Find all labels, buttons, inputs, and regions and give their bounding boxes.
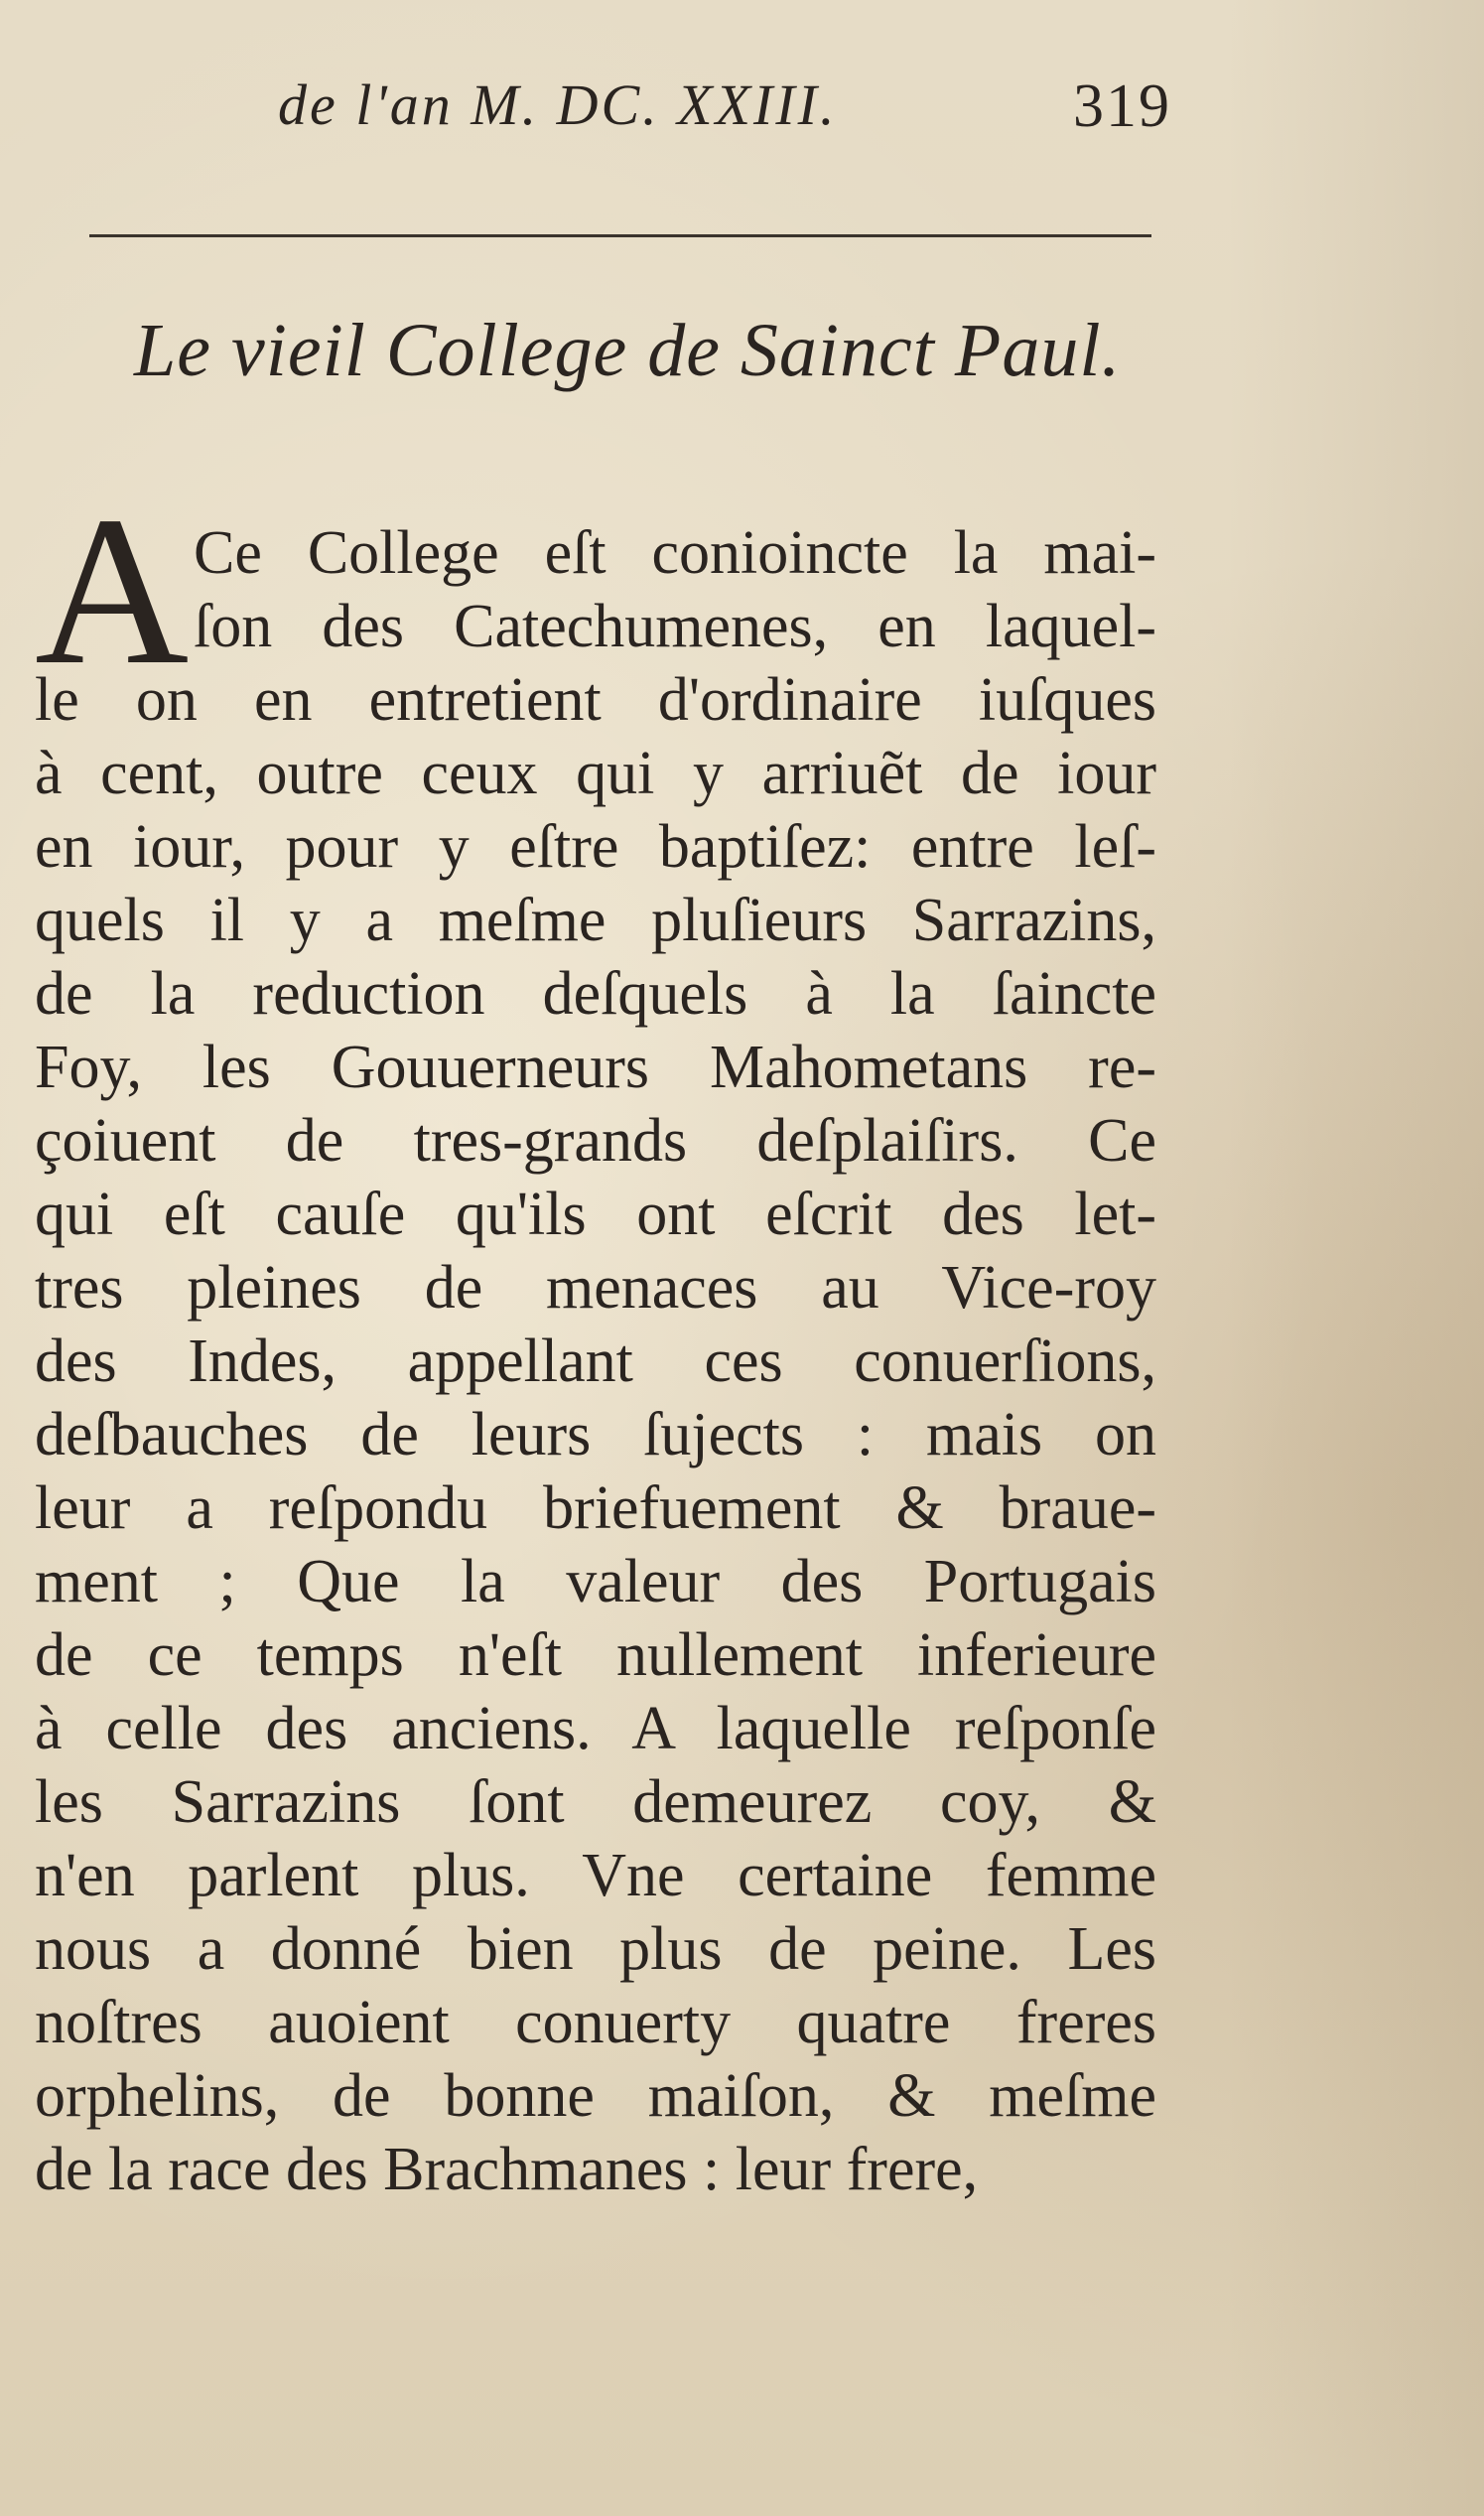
- text-line: le on en entretient d'ordinaire iuſques: [35, 666, 1156, 734]
- text-line: de la race des Brachmanes : leur frere,: [35, 2136, 979, 2203]
- text-line: en iour, pour y eſtre baptiſez: entre leſ-: [35, 813, 1156, 881]
- text-line: ment ; Que la valeur des Portugais: [35, 1548, 1156, 1615]
- text-line: quels il y a meſme pluſieurs Sarrazins,: [35, 887, 1156, 954]
- text-line: Foy, les Gouuerneurs Mahometans re-: [35, 1034, 1156, 1101]
- section-title: Le vieil College de Sainct Paul.: [134, 309, 1122, 392]
- text-line: orphelins, de bonne maiſon, & meſme: [35, 2062, 1156, 2130]
- text-line: de la reduction deſquels à la ſaincte: [35, 960, 1156, 1028]
- text-line: à celle des anciens. A laquelle reſponſe: [35, 1695, 1156, 1762]
- running-head: [238, 71, 1171, 151]
- text-line: noſtres auoient conuerty quatre freres: [35, 1989, 1156, 2056]
- text-line: Ce College eſt conioincte la mai-: [194, 519, 1156, 587]
- running-title: de l'an M. DC. XXIII.: [278, 72, 838, 137]
- page-edge-shading: [1226, 0, 1484, 2516]
- text-line: n'en parlent plus. Vne certaine femme: [35, 1842, 1156, 1909]
- page-number: 319: [1073, 72, 1171, 140]
- text-line: deſbauches de leurs ſujects : mais on: [35, 1401, 1156, 1468]
- text-line: des Indes, appellant ces conuerſions,: [35, 1328, 1156, 1395]
- text-line: de ce temps n'eſt nullement inferieure: [35, 1621, 1156, 1689]
- text-line: leur a reſpondu briefuement & braue-: [35, 1474, 1156, 1542]
- text-line: tres pleines de menaces au Vice-roy: [35, 1254, 1156, 1322]
- text-line: nous a donné bien plus de peine. Les: [35, 1915, 1156, 1983]
- text-line: qui eſt cauſe qu'ils ont eſcrit des let-: [35, 1181, 1156, 1248]
- header-rule: [89, 234, 1151, 237]
- text-line: les Sarrazins ſont demeurez coy, &: [35, 1768, 1156, 1836]
- text-line: çoiuent de tres-grands deſplaiſirs. Ce: [35, 1107, 1156, 1175]
- drop-cap: A: [35, 472, 190, 709]
- text-line: à cent, outre ceux qui y arriuẽt de iour: [35, 740, 1156, 807]
- text-line: ſon des Catechumenes, en laquel-: [194, 593, 1156, 660]
